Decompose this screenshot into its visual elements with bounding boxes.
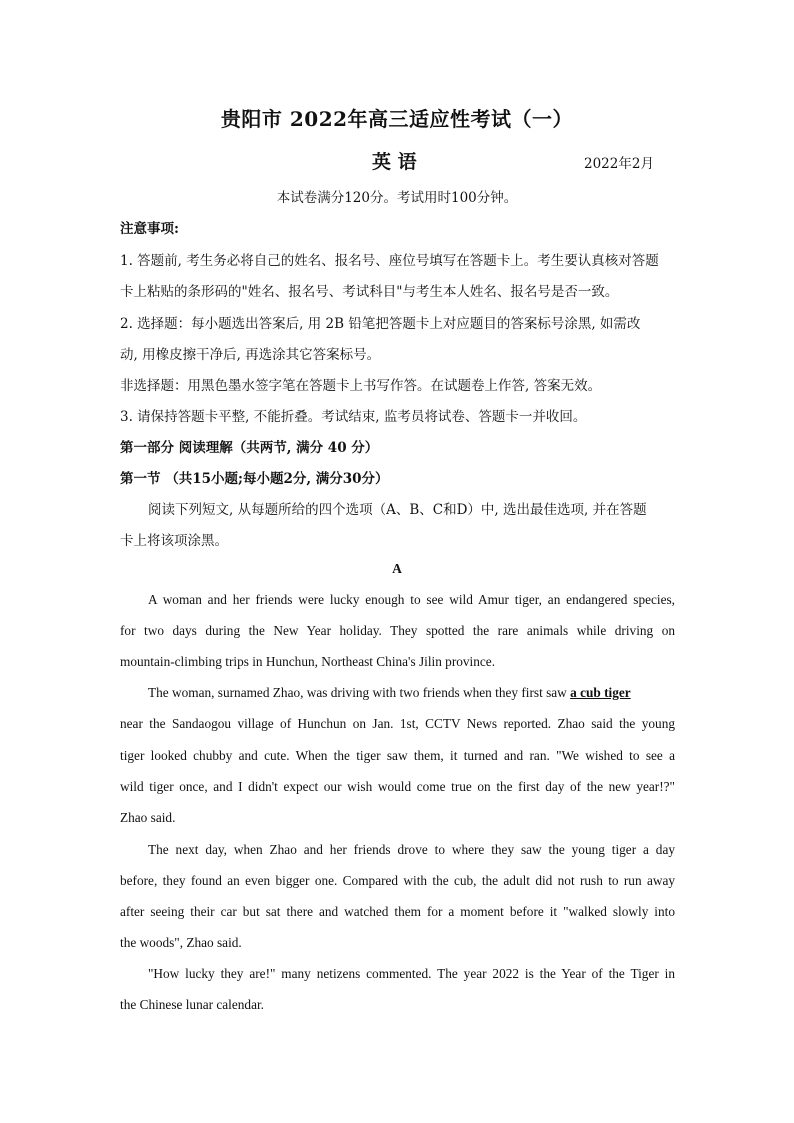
notice-line: 1. 答题前, 考生务必将自己的姓名、报名号、座位号填写在答题卡上。考生要认真核对答题: [120, 253, 659, 269]
passage-line: the woods", Zhao said.: [120, 935, 242, 950]
notice-line: 非选择题：用黑色墨水签字笔在答题卡上书写作答。在试题卷上作答, 答案无效。: [120, 378, 602, 394]
exam-info: 本试卷满分120分。考试用时100分钟。: [276, 190, 518, 206]
passage-line: near the Sandaogou village of Hunchun on Jan. 1st, CCTV News reported. Zhao said the young: [120, 716, 675, 731]
passage-line: tiger looked chubby and cute. When the tiger saw them, it turned and ran. "We wished to see a: [120, 748, 675, 763]
passage-line: "How lucky they are!" many netizens commented. The year 2022 is the Year of the Tiger in: [148, 966, 675, 981]
subject-title: 英 语: [372, 151, 417, 173]
notice-line: 2. 选择题：每小题选出答案后, 用 2B 铅笔把答题卡上对应题目的答案标号涂黑, 如需改: [120, 316, 641, 332]
underlined-phrase: a cub tiger: [570, 685, 631, 700]
instruction-line: 卡上将该项涂黑。: [120, 533, 228, 549]
passage-line: wild tiger once, and I didn't expect our wish would come true on the first day of the new year!?": [120, 779, 675, 794]
passage-line: mountain-climbing trips in Hunchun, Northeast China's Jilin province.: [120, 654, 496, 669]
passage-line: for two days during the New Year holiday. They spotted the rare animals while driving on: [120, 623, 675, 638]
passage-label: A: [392, 561, 402, 576]
passage-line: Zhao said.: [120, 810, 176, 825]
passage-line: A woman and her friends were lucky enough to see wild Amur tiger, an endangered species,: [148, 592, 675, 607]
exam-date: 2022年2月: [584, 156, 654, 172]
notice-line: 动, 用橡皮擦干净后, 再选涂其它答案标号。: [120, 347, 381, 363]
passage-line: before, they found an even bigger one. Compared with the cub, the adult did not rush to run away: [120, 873, 675, 888]
exam-title: 贵阳市 2022年高三适应性考试（一）: [220, 107, 574, 131]
notice-line: 3. 请保持答题卡平整, 不能折叠。考试结束, 监考员将试卷、答题卡一并收回。: [120, 409, 587, 425]
passage-line: The next day, when Zhao and her friends drove to where they saw the young tiger a day: [148, 842, 675, 857]
passage-line: [148, 685, 675, 701]
passage-line: after seeing their car but sat there and watched them for a moment before it "walked slowly into: [120, 904, 675, 919]
passage-text: The woman, surnamed Zhao, was driving with two friends when they first saw: [148, 685, 567, 700]
section-heading: 第一节 （共15小题;每小题2分, 满分30分）: [120, 471, 389, 487]
instruction-line: 阅读下列短文, 从每题所给的四个选项（A、B、C和D）中, 选出最佳选项, 并在答题: [148, 502, 647, 518]
notice-line: 卡上粘贴的条形码的"姓名、报名号、考试科目"与考生本人姓名、报名号是否一致。: [120, 284, 619, 300]
notice-heading: 注意事项:: [120, 221, 179, 237]
passage-line: the Chinese lunar calendar.: [120, 997, 264, 1012]
part-heading: 第一部分 阅读理解（共两节, 满分 40 分）: [120, 440, 379, 456]
